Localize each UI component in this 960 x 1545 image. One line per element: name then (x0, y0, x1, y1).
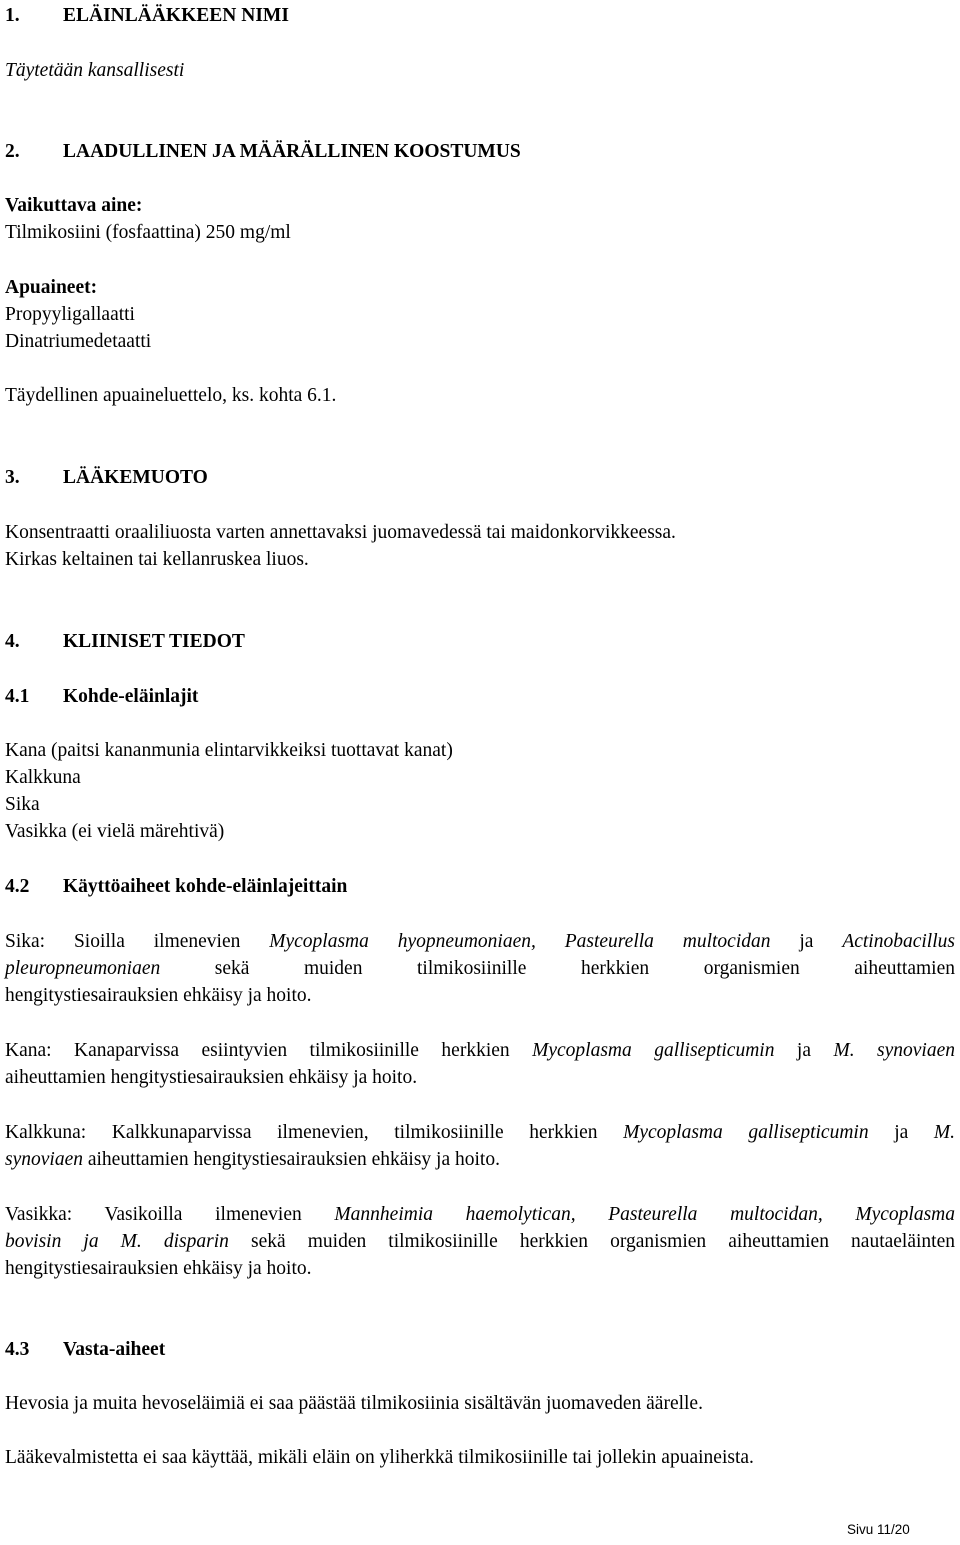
text-run: ja (774, 1040, 834, 1061)
indication-vasikka-line (5, 1230, 955, 1254)
excipient-full-list: Täydellinen apuaineluettelo, ks. kohta 6.1. (5, 385, 337, 406)
section-title: LAADULLINEN JA MÄÄRÄLLINEN KOOSTUMUS (63, 141, 521, 162)
section-2-heading (5, 140, 521, 164)
indication-kana-line (5, 1039, 955, 1063)
section-number: 4.2 (5, 876, 30, 897)
section-title: ELÄINLÄÄKKEEN NIMI (63, 5, 289, 26)
text-run-italic: synoviaen (5, 1149, 83, 1170)
text-run: sekä muiden tilmikosiinille herkkien organismien aiheuttamien nautaeläinten (228, 1231, 955, 1252)
text-run-italic: Actinobacillus (842, 931, 955, 952)
species-item: Vasikka (ei vielä märehtivä) (5, 821, 225, 842)
form-description-line: Kirkas keltainen tai kellanruskea liuos. (5, 549, 309, 570)
text-run-italic: pleuropneumoniaen (5, 958, 161, 979)
section-4-2-heading (5, 875, 347, 899)
section-title: Vasta-aiheet (63, 1339, 166, 1360)
text-run-italic: M. synoviaen (833, 1040, 955, 1061)
indication-vasikka-line (5, 1203, 955, 1227)
section-number: 4.3 (5, 1339, 30, 1360)
species-item: Sika (5, 794, 40, 815)
form-description-line: Konsentraatti oraaliliuosta varten annettavaksi juomavedessä tai maidonkorvikkeessa. (5, 522, 676, 543)
indication-sika-line (5, 930, 955, 954)
section-number: 2. (5, 141, 20, 162)
excipients-label: Apuaineet: (5, 277, 98, 298)
section-4-1-heading (5, 685, 198, 709)
contraindication-paragraph: Hevosia ja muita hevoseläimiä ei saa päästää tilmikosiinia sisältävän juomaveden äärelle. (5, 1393, 703, 1414)
text-run: Kana: Kanaparvissa esiintyvien tilmikosiinille herkkien (5, 1040, 533, 1061)
indication-sika-line (5, 957, 955, 981)
species-item: Kalkkuna (5, 767, 81, 788)
active-substance-value: Tilmikosiini (fosfaattina) 250 mg/ml (5, 222, 291, 243)
text-run-italic: M. (933, 1122, 955, 1143)
section-title: Käyttöaiheet kohde-eläinlajeittain (63, 876, 348, 897)
text-run: aiheuttamien hengitystiesairauksien ehkäisy ja hoito. (82, 1149, 500, 1170)
section-title: Kohde-eläinlajit (63, 686, 199, 707)
indication-kalkkuna-line (5, 1148, 500, 1172)
section-4-3-heading (5, 1338, 165, 1362)
indication-kana-line: aiheuttamien hengitystiesairauksien ehkäisy ja hoito. (5, 1067, 418, 1088)
indication-sika-line: hengitystiesairauksien ehkäisy ja hoito. (5, 985, 312, 1006)
section-title: KLIINISET TIEDOT (63, 631, 245, 652)
section-title: LÄÄKEMUOTO (63, 467, 208, 488)
section-number: 4. (5, 631, 20, 652)
section-1-note: Täytetään kansallisesti (5, 60, 185, 81)
text-run-italic: bovisin ja M. disparin (5, 1231, 229, 1252)
text-run-italic: Mannheimia haemolytican, Pasteurella multocidan, Mycoplasma (334, 1204, 955, 1225)
indication-vasikka-line: hengitystiesairauksien ehkäisy ja hoito. (5, 1258, 312, 1279)
text-run: ja (770, 931, 843, 952)
section-number: 1. (5, 5, 20, 26)
excipient-item: Dinatriumedetaatti (5, 331, 152, 352)
species-item: Kana (paitsi kananmunia elintarvikkeiksi tuottavat kanat) (5, 740, 453, 761)
text-run: ja (868, 1122, 934, 1143)
text-run: sekä muiden tilmikosiinille herkkien organismien aiheuttamien (160, 958, 955, 979)
section-1-heading (5, 4, 289, 28)
text-run-italic: Mycoplasma gallisepticumin (623, 1122, 869, 1143)
contraindication-paragraph: Lääkevalmistetta ei saa käyttää, mikäli eläin on yliherkkä tilmikosiinille tai jollekin apuaineista. (5, 1447, 754, 1468)
active-substance-label: Vaikuttava aine: (5, 195, 143, 216)
text-run: Kalkkuna: Kalkkunaparvissa ilmenevien, tilmikosiinille herkkien (5, 1122, 624, 1143)
text-run: Vasikka: Vasikoilla ilmenevien (5, 1204, 335, 1225)
indication-kalkkuna-line (5, 1121, 955, 1145)
section-4-heading (5, 630, 245, 654)
text-run: Sika: Sioilla ilmenevien (5, 931, 270, 952)
text-run-italic: Mycoplasma gallisepticumin (532, 1040, 775, 1061)
excipient-item: Propyyligallaatti (5, 304, 135, 325)
section-number: 4.1 (5, 686, 30, 707)
section-3-heading (5, 466, 208, 490)
text-run-italic: Mycoplasma hyopneumoniaen, Pasteurella multocidan (269, 931, 771, 952)
page-number: Sivu 11/20 (847, 1522, 910, 1537)
section-number: 3. (5, 467, 20, 488)
